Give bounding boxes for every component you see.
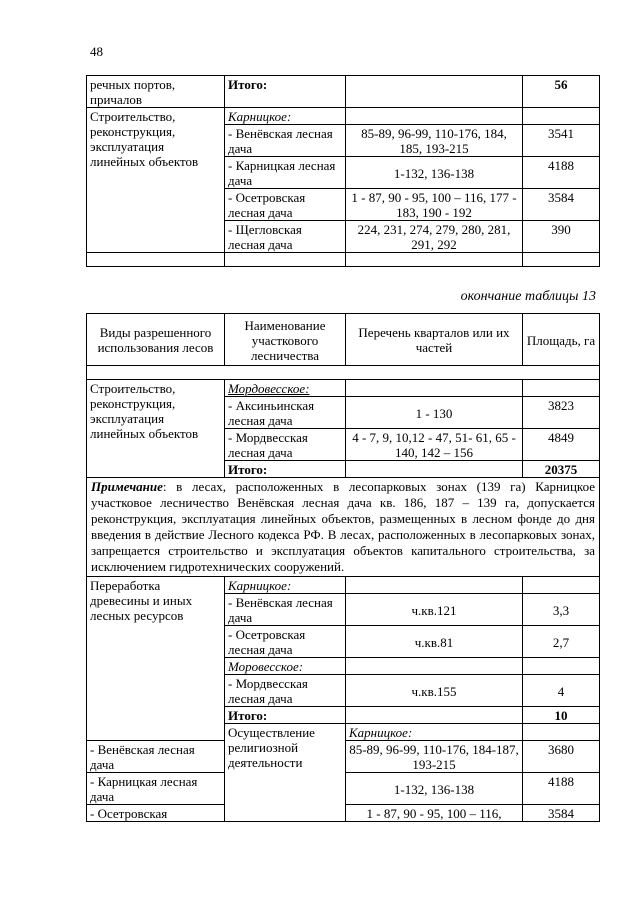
quarters: ч.кв.81 (346, 626, 523, 658)
forestry-label: Карницкое: (346, 724, 523, 741)
area: 3,3 (523, 594, 600, 626)
table-header-row (87, 314, 600, 366)
area: 390 (523, 221, 600, 253)
area: 4849 (523, 429, 600, 461)
quarters: ч.кв.155 (346, 675, 523, 707)
cell-use-type: Строительство, реконструкция, эксплуатация линейных объектов (87, 380, 225, 478)
table-row (87, 76, 600, 108)
area: 3680 (523, 741, 600, 773)
table-13-end (86, 313, 600, 822)
quarters: 1 - 87, 90 - 95, 100 – 116, (346, 805, 523, 822)
cell-use-type: Осуществление религиозной деятельности (225, 724, 346, 822)
header-use-type: Виды разрешенного использования лесов (87, 314, 225, 366)
note-text: : в лесах, расположенных в лесопарковых зонах (139 га) Карницкое участковое лесничество Венёвская лесная дача кв. 186, 187 – 139 га, допускается реконструкция, эксплуатация линейных объектов, размещенных в лесном фонде до дня введения в действие Лесного кодекса РФ. В лесах, расположенных в лесопарковых зонах, запрещается строительство и эксплуатация объектов капитального строительства, за исключением гидротехнических сооружений. (91, 479, 595, 574)
forestry-label: Карницкое: (225, 108, 346, 125)
cell-use-type: речных портов, причалов (87, 76, 225, 108)
total-value: 56 (523, 76, 600, 108)
quarters: 85-89, 96-99, 110-176, 184, 185, 193-215 (346, 125, 523, 157)
table-row (87, 253, 600, 267)
dacha-name: - Карницкая лесная дача (87, 773, 225, 805)
quarters: 85-89, 96-99, 110-176, 184-187, 193-215 (346, 741, 523, 773)
area: 2,7 (523, 626, 600, 658)
total-label: Итого: (225, 76, 346, 108)
table-row (87, 108, 600, 125)
area: 3823 (523, 397, 600, 429)
table-caption: окончание таблицы 13 (460, 289, 596, 304)
forestry-label: Карницкое: (225, 577, 346, 594)
dacha-name: - Щегловская лесная дача (225, 221, 346, 253)
dacha-name: - Мордвесская лесная дача (225, 429, 346, 461)
total-label: Итого: (225, 707, 346, 724)
dacha-name: - Венёвская лесная дача (225, 594, 346, 626)
quarters: 224, 231, 274, 279, 280, 281, 291, 292 (346, 221, 523, 253)
table-row (87, 366, 600, 380)
table-continued (86, 75, 600, 267)
area: 3541 (523, 125, 600, 157)
forestry-label: Мордовесское: (225, 380, 346, 397)
area: 4188 (523, 157, 600, 189)
dacha-name: - Венёвская лесная дача (87, 741, 225, 773)
total-value: 10 (523, 707, 600, 724)
quarters: 4 - 7, 9, 10,12 - 47, 51- 61, 65 - 140, 142 – 156 (346, 429, 523, 461)
area: 3584 (523, 805, 600, 822)
quarters: ч.кв.121 (346, 594, 523, 626)
dacha-name: - Карницкая лесная дача (225, 157, 346, 189)
dacha-name: - Осетровская лесная дача (225, 189, 346, 221)
dacha-name: - Осетровская (87, 805, 225, 822)
quarters: 1-132, 136-138 (346, 157, 523, 189)
quarters: 1 - 130 (346, 397, 523, 429)
total-value: 20375 (523, 461, 600, 478)
table-row (87, 577, 600, 594)
forestry-label: Моровесское: (225, 658, 346, 675)
area: 3584 (523, 189, 600, 221)
note-cell (87, 478, 600, 577)
header-area: Площадь, га (523, 314, 600, 366)
dacha-name: - Мордвесская лесная дача (225, 675, 346, 707)
dacha-name: - Осетровская лесная дача (225, 626, 346, 658)
area: 4 (523, 675, 600, 707)
page-number: 48 (90, 44, 103, 59)
quarters: 1-132, 136-138 (346, 773, 523, 805)
table-row (87, 380, 600, 397)
cell-use-type: Переработка древесины и иных лесных ресурсов (87, 577, 225, 741)
cell-use-type: Строительство, реконструкция, эксплуатация линейных объектов (87, 108, 225, 253)
dacha-name: - Венёвская лесная дача (225, 125, 346, 157)
header-quarters: Перечень кварталов или их частей (346, 314, 523, 366)
area: 4188 (523, 773, 600, 805)
table-row (87, 478, 600, 577)
note-label: Примечание (91, 479, 163, 494)
dacha-name: - Аксиньинская лесная дача (225, 397, 346, 429)
cell-empty (346, 76, 523, 108)
total-label: Итого: (225, 461, 346, 478)
quarters: 1 - 87, 90 - 95, 100 – 116, 177 - 183, 190 - 192 (346, 189, 523, 221)
header-forestry: Наименование участкового лесничества (225, 314, 346, 366)
